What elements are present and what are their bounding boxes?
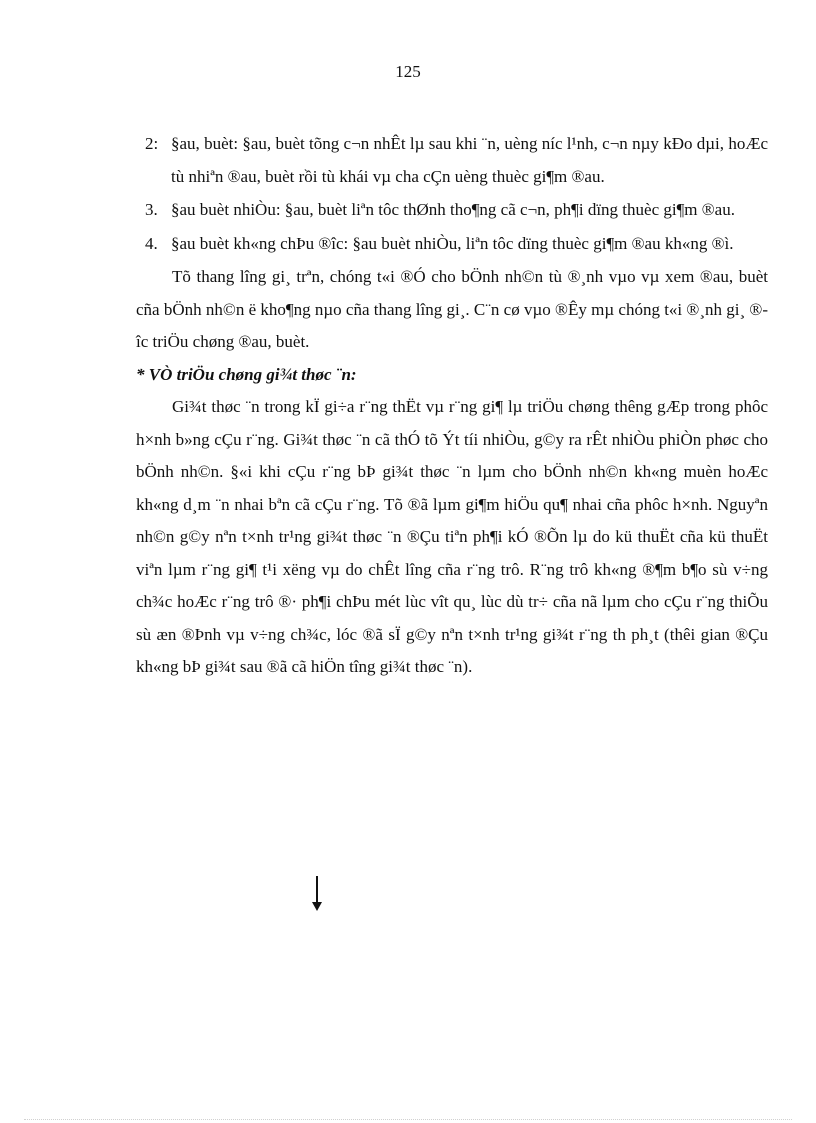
section-heading: * VÒ triÖu chøng gi¾t thøc ¨n: <box>136 364 357 384</box>
document-body <box>136 128 768 684</box>
list-item-text: §au, buèt: §au, buèt tõng c¬n nhÊt lµ sau khi ¨n, uèng níc l¹nh, c¬n nµy kÐo dµi, hoÆc tù nhiªn ®au, buèt rồi tù khái vµ cha cÇn uèng thuèc gi¶m ®au. <box>171 134 768 186</box>
list-item <box>136 194 768 227</box>
list-item-number: 3. <box>145 200 158 219</box>
page-number: 125 <box>395 62 421 81</box>
list-item-number: 4. <box>145 233 158 253</box>
paragraph: Gi¾t thøc ¨n trong kÏ gi÷a r¨ng thËt vµ r¨ng gi¶ lµ triÖu chøng thêng gÆp trong phôc h×nh b»ng cÇu r¨ng. Gi¾t thøc ¨n cã thÓ tõ Ýt tíi nhiÒu, g©y ra rÊt nhiÒu phiÒn phøc cho bÖnh nh©n. §«i khi cÇu r¨ng bÞ gi¾t thøc ¨n lµm cho bÖnh nh©n kh«ng muèn hoÆc kh«ng d¸m ¨n nhai bªn cã cÇu r¨ng. Tõ ®ã lµm gi¶m hiÖu qu¶ nhai cña phôc h×nh. Nguyªn nh©n g©y nªn t×nh tr¹ng gi¾t thøc ¨n ®Çu tiªn ph¶i kÓ ®Õn lµ do kü thuËt cña kü thuËt viªn lµm r¨ng gi¶ t¹i xëng vµ do chÊt lîng cña r¨ng trô. R¨ng trô kh«ng ®¶m b¶o sù v÷ng ch¾c hoÆc r¨ng trô ®· ph¶i chÞu mét lùc vît qu¸ lùc dù tr÷ cña nã lµm cho cÇu r¨ng thiÕu sù æn ®Þnh vµ v÷ng ch¾c, lóc ®ã sÏ g©y nªn t×nh tr¹ng gi¾t r¨ng th ph¸t (thêi gian ®Çu kh«ng bÞ gi¾t sau ®ã cã hiÖn tîng gi¾t thøc ¨n). <box>136 397 768 676</box>
list-item-number: 2: <box>145 134 159 153</box>
paragraph: Tõ thang lîng gi¸ trªn, chóng t«i ®Ó cho bÖnh nh©n tù ®¸nh vµo vµ xem ®au, buèt cña bÖnh nh©n ë kho¶ng nµo cña thang lîng gi¸. C¨n cø vµo ®Êy mµ chóng t«i ®¸nh gi¸ ®îc triÖu chøng ®au, buèt. <box>136 267 768 351</box>
down-arrow-icon <box>309 876 325 912</box>
list-item <box>136 228 768 261</box>
list-item-text: §au buèt kh«ng chÞu ®îc: §au buèt nhiÒu, liªn tôc dïng thuèc gi¶m ®au kh«ng ®ì. <box>171 233 734 253</box>
page-bottom-divider <box>24 1119 792 1120</box>
list-item-text: §au buèt nhiÒu: §au, buèt liªn tôc thØnh tho¶ng cã c¬n, ph¶i dïng thuèc gi¶m ®au. <box>171 200 735 219</box>
list-item <box>136 128 768 193</box>
